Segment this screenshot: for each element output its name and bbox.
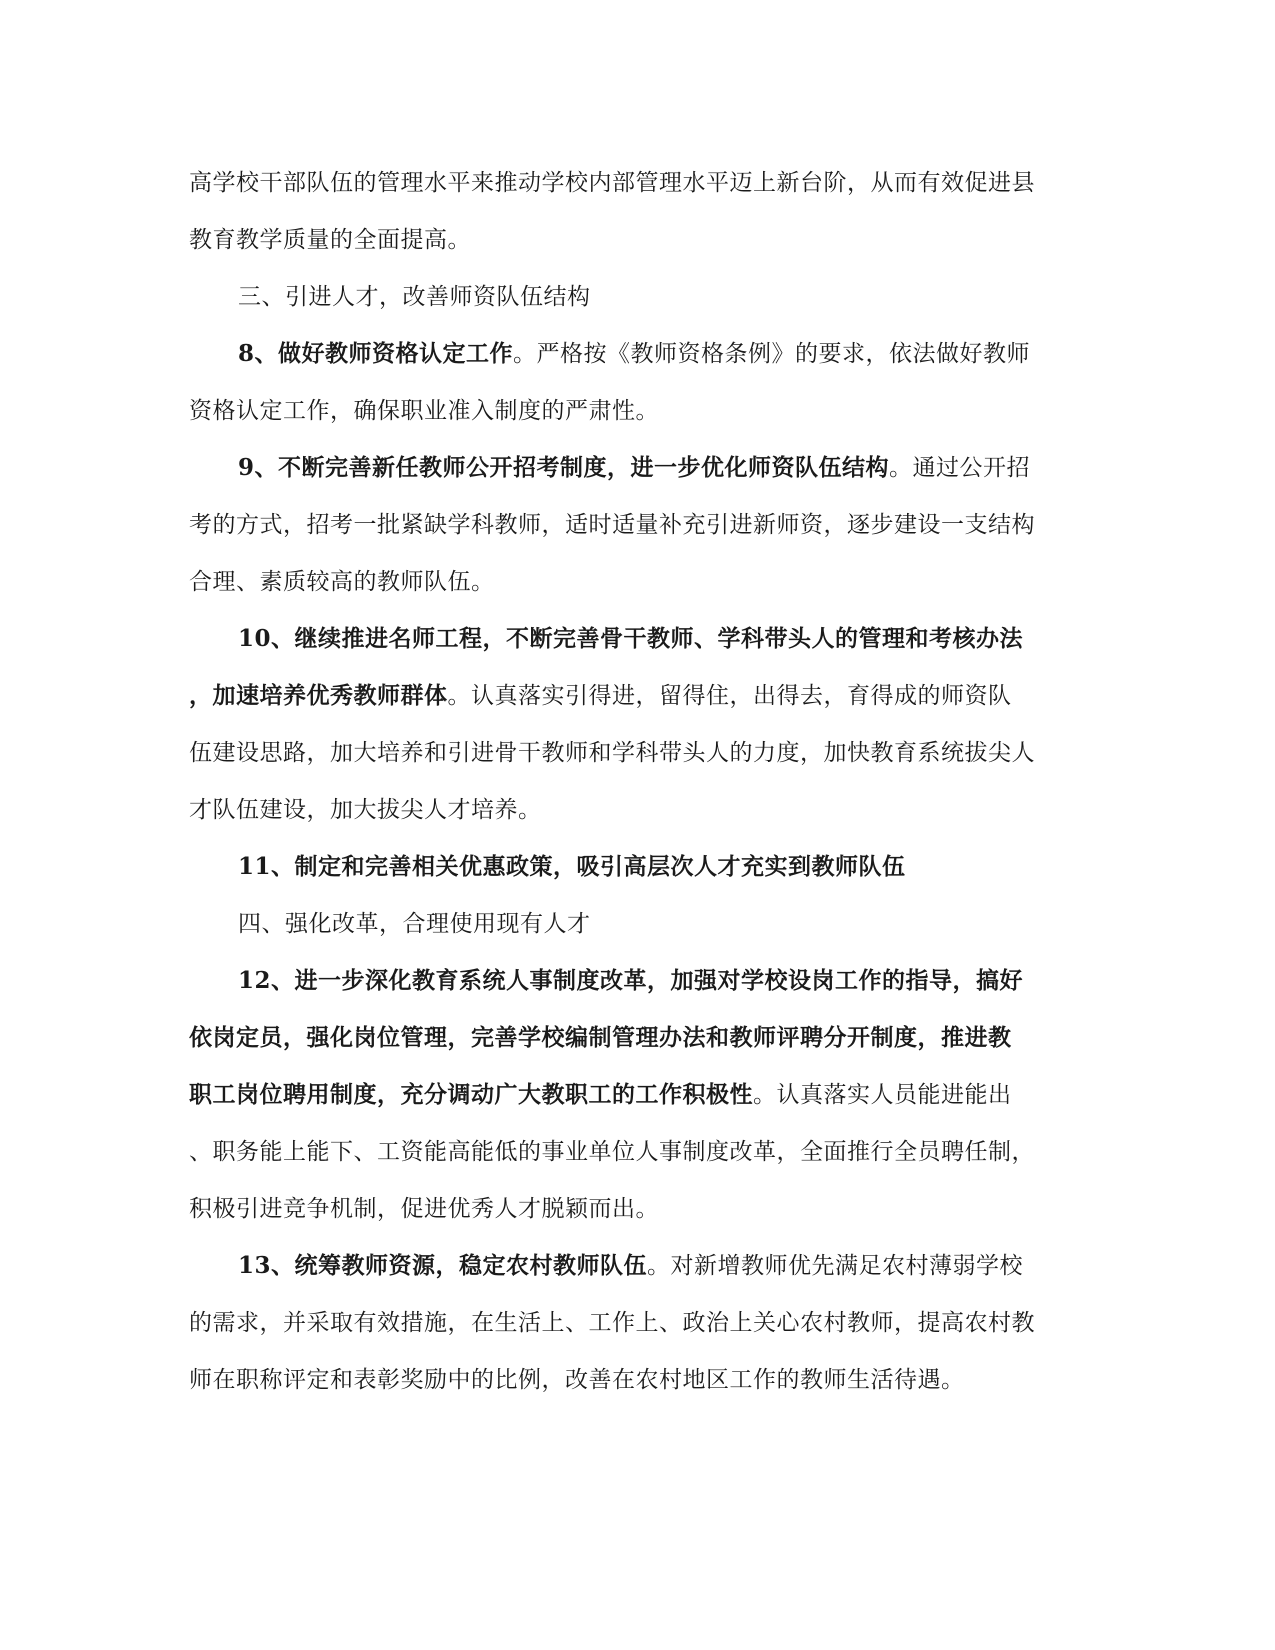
text-line xyxy=(189,168,1035,198)
text-line xyxy=(189,510,1035,540)
text-line xyxy=(189,795,542,825)
text-segment: 。对新增教师优先满足农村薄弱学校 xyxy=(647,1253,1024,1279)
bold-segment: 12、进一步深化教育系统人事制度改革，加强对学校设岗工作的指导，搞好 xyxy=(238,967,1024,994)
text-segment: 的需求，并采取有效措施，在生活上、工作上、政治上关心农村教师，提高农村教 xyxy=(189,1310,1035,1336)
text-segment: 积极引进竞争机制，促进优秀人才脱颖而出。 xyxy=(189,1196,659,1222)
item-heading xyxy=(238,624,1023,654)
text-line xyxy=(189,1308,1035,1338)
text-segment: 才队伍建设，加大拔尖人才培养。 xyxy=(189,797,542,823)
text-segment: 资格认定工作，确保职业准入制度的严肃性。 xyxy=(189,398,659,424)
bold-segment: 职工岗位聘用制度，充分调动广大教职工的工作积极性 xyxy=(189,1081,753,1108)
text-line xyxy=(189,1023,1012,1053)
text-segment: 考的方式，招考一批紧缺学科教师，适时适量补充引进新师资，逐步建设一支结构 xyxy=(189,512,1035,538)
section-heading xyxy=(238,909,591,939)
text-segment: 合理、素质较高的教师队伍。 xyxy=(189,569,495,595)
text-line xyxy=(189,225,471,255)
section-heading xyxy=(238,282,591,312)
item-heading xyxy=(238,339,1030,369)
text-segment: 。认真落实引得进，留得住，出得去，育得成的师资队 xyxy=(447,683,1012,709)
item-heading xyxy=(238,1251,1023,1281)
bold-segment: 依岗定员，强化岗位管理，完善学校编制管理办法和教师评聘分开制度，推进教 xyxy=(189,1024,1012,1051)
item-heading xyxy=(238,453,1030,483)
bold-segment: 8、做好教师资格认定工作 xyxy=(238,340,514,367)
text-segment: 。严格按《教师资格条例》的要求，依法做好教师 xyxy=(513,341,1031,367)
text-segment: 。认真落实人员能进能出 xyxy=(753,1082,1012,1108)
text-segment: 。通过公开招 xyxy=(889,455,1031,481)
item-heading xyxy=(238,852,906,882)
bold-segment: 11、制定和完善相关优惠政策，吸引高层次人才充实到教师队伍 xyxy=(238,853,906,880)
bold-segment: ，加速培养优秀教师群体 xyxy=(189,682,448,709)
text-segment: 伍建设思路，加大培养和引进骨干教师和学科带头人的力度，加快教育系统拔尖人 xyxy=(189,740,1035,766)
text-line xyxy=(189,738,1035,768)
text-line xyxy=(189,567,495,597)
text-segment: 、职务能上能下、工资能高能低的事业单位人事制度改革，全面推行全员聘任制， xyxy=(189,1139,1035,1165)
text-segment: 三、引进人才，改善师资队伍结构 xyxy=(238,284,591,310)
text-segment: 师在职称评定和表彰奖励中的比例，改善在农村地区工作的教师生活待遇。 xyxy=(189,1367,965,1393)
text-line xyxy=(189,1194,659,1224)
bold-segment: 9、不断完善新任教师公开招考制度，进一步优化师资队伍结构 xyxy=(238,454,890,481)
item-heading xyxy=(238,966,1023,996)
text-segment: 高学校干部队伍的管理水平来推动学校内部管理水平迈上新台阶，从而有效促进县 xyxy=(189,170,1035,196)
text-line xyxy=(189,1365,965,1395)
text-line xyxy=(189,1080,1012,1110)
text-line xyxy=(189,1137,1035,1167)
text-segment: 四、强化改革，合理使用现有人才 xyxy=(238,911,591,937)
text-line xyxy=(189,396,659,426)
text-segment: 教育教学质量的全面提高。 xyxy=(189,227,471,253)
text-line xyxy=(189,681,1012,711)
bold-segment: 10、继续推进名师工程，不断完善骨干教师、学科带头人的管理和考核办法 xyxy=(238,625,1024,652)
bold-segment: 13、统筹教师资源，稳定农村教师队伍 xyxy=(238,1252,648,1279)
